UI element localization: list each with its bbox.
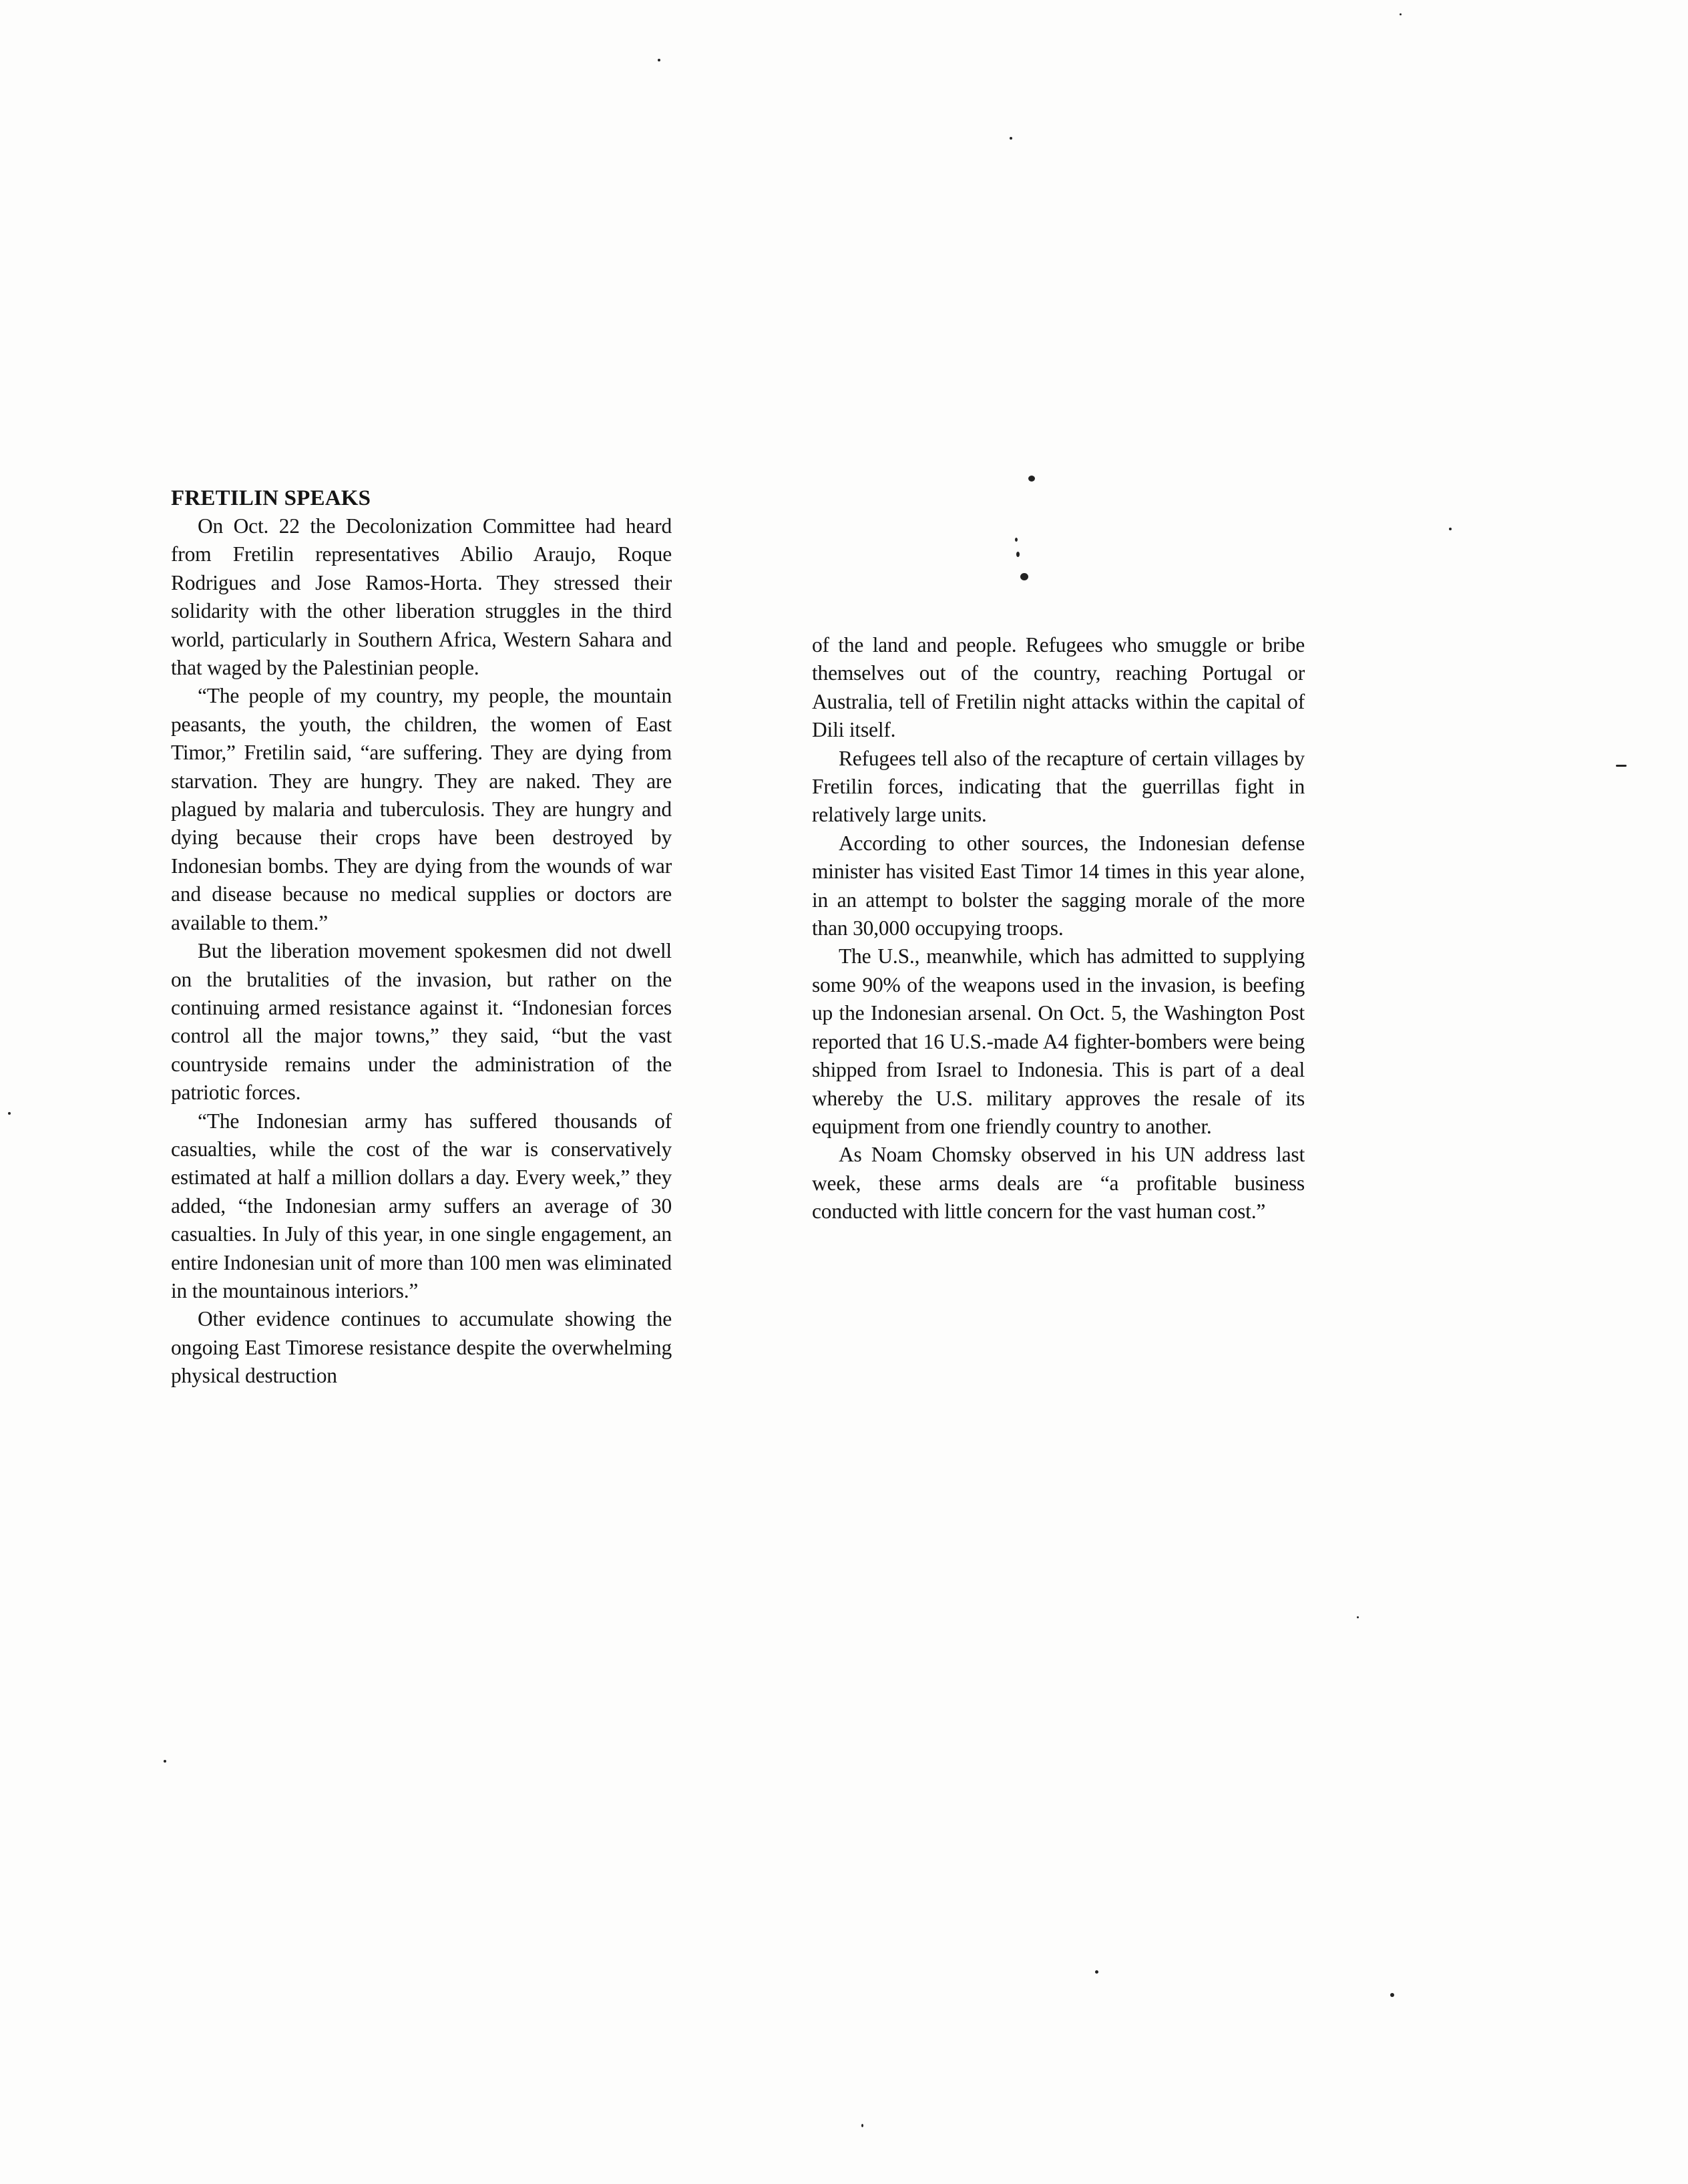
- paragraph: According to other sources, the Indonesian defense minister has visited East Timor 14 times in this year alone, in an attempt to bolster the sagging morale of the more than 30,000 occupying troops.: [812, 831, 1305, 940]
- scan-speck: [1020, 573, 1028, 580]
- scan-speck: [1357, 1616, 1359, 1618]
- scan-speck: [1390, 1993, 1394, 1997]
- scan-speck: [1015, 538, 1018, 542]
- article-left-column: [171, 484, 672, 1391]
- scan-speck: [658, 59, 660, 61]
- scan-speck: [1016, 552, 1020, 557]
- scan-speck: [1400, 13, 1402, 15]
- paragraph: The U.S., meanwhile, which has admitted to supplying some 90% of the weapons used in the invasion, is beefing up the Indonesian arsenal. On Oct. 5, the Washington Post reported that 16 U.S.-made A4 fighter-bombers were being shipped from Israel to Indonesia. This is part of a deal whereby the U.S. military approves the resale of its equipment from one friendly country to another.: [812, 944, 1305, 1138]
- scan-speck: [1095, 1970, 1098, 1974]
- paragraph: Other evidence continues to accumulate showing the ongoing East Timorese resistance despite the overwhelming physical destruction: [171, 1307, 672, 1388]
- paragraph: As Noam Chomsky observed in his UN address last week, these arms deals are “a profitable business conducted with little concern for the vast human cost.”: [812, 1143, 1305, 1224]
- paragraph: “The Indonesian army has suffered thousands of casualties, while the cost of the war is conservatively estimated at half a million dollars a day. Every week,” they added, “the Indonesian army suffers an average of 30 casualties. In July of this year, in one single engagement, an entire Indonesian unit of more than 100 men was eliminated in the mountainous interiors.”: [171, 1109, 672, 1302]
- paragraph: But the liberation movement spokesmen did not dwell on the brutalities of the invasion, but rather on the continuing armed resistance against it. “Indonesian forces control all the major towns,” they said, “but the vast countryside remains under the administration of the patriotic forces.: [171, 939, 672, 1105]
- scan-speck: [164, 1760, 166, 1763]
- scan-speck: [1616, 765, 1627, 767]
- scan-speck: [1010, 137, 1012, 140]
- scan-speck: [8, 1112, 11, 1115]
- paragraph: Refugees tell also of the recapture of certain villages by Fretilin forces, indicating that the guerrillas fight in relatively large units.: [812, 746, 1305, 827]
- paragraph-continued: of the land and people. Refugees who smuggle or bribe themselves out of the country, reaching Portugal or Australia, tell of Fretilin night attacks within the capital of Dili itself.: [812, 633, 1305, 742]
- paragraph: On Oct. 22 the Decolonization Committee had heard from Fretilin representatives Abilio Araujo, Roque Rodrigues and Jose Ramos-Horta. They stressed their solidarity with the other liberation struggles in the third world, particularly in Southern Africa, Western Sahara and that waged by the Palestinian people.: [171, 514, 672, 680]
- article-right-column: [812, 631, 1305, 1226]
- scan-speck: [1449, 528, 1452, 530]
- paragraph: “The people of my country, my people, the mountain peasants, the youth, the children, the women of East Timor,” Fretilin said, “are suffering. They are dying from starvation. They are hungry. They are naked. They are plagued by malaria and tuberculosis. They are hungry and dying because their crops have been destroyed by Indonesian bombs. They are dying from the wounds of war and disease because no medical supplies or doctors are available to them.”: [171, 684, 672, 934]
- article-headline: FRETILIN SPEAKS: [171, 486, 371, 510]
- scan-speck: [861, 2124, 863, 2127]
- scan-speck: [1028, 476, 1035, 482]
